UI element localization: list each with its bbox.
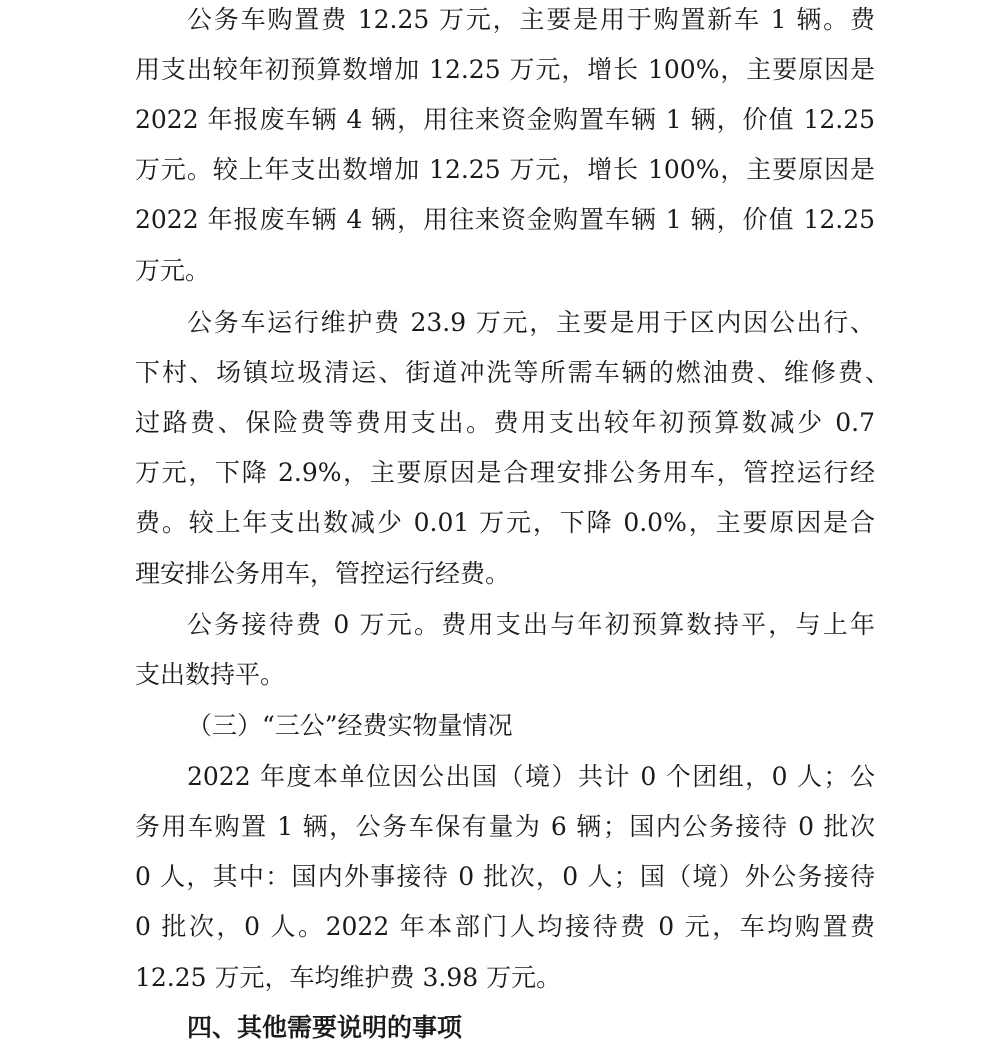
paragraph-line: 务用车购置 1 辆，公务车保有量为 6 辆；国内公务接待 0 批次 [135,812,875,841]
paragraph-line: 0 人，其中：国内外事接待 0 批次，0 人；国（境）外公务接待 [135,862,875,891]
paragraph-line: 费。较上年支出数减少 0.01 万元，下降 0.0%，主要原因是合 [135,508,875,537]
paragraph-line: 过路费、保险费等费用支出。费用支出较年初预算数减少 0.7 [135,408,875,437]
paragraph-line: 用支出较年初预算数增加 12.25 万元，增长 100%，主要原因是 [135,55,875,84]
section-heading: （三）“三公”经费实物量情况 [187,711,513,740]
paragraph-line: 支出数持平。 [135,660,286,689]
paragraph-line: 2022 年报废车辆 4 辆，用往来资金购置车辆 1 辆，价值 12.25 [135,205,875,234]
paragraph-line: 2022 年度本单位因公出国（境）共计 0 个团组，0 人；公 [187,762,875,791]
paragraph-line: 公务接待费 0 万元。费用支出与年初预算数持平，与上年 [187,610,875,639]
paragraph-line: 理安排公务用车，管控运行经费。 [135,559,511,588]
paragraph-line: 万元。 [135,256,211,285]
paragraph-line: 2022 年报废车辆 4 辆，用往来资金购置车辆 1 辆，价值 12.25 [135,105,875,134]
paragraph-line: 下村、场镇垃圾清运、街道冲洗等所需车辆的燃油费、维修费、 [135,358,890,387]
paragraph-line: 公务车运行维护费 23.9 万元，主要是用于区内因公出行、 [187,308,875,337]
paragraph-line: 万元，下降 2.9%，主要原因是合理安排公务用车，管控运行经 [135,458,875,487]
paragraph-line: 0 批次，0 人。2022 年本部门人均接待费 0 元，车均购置费 [135,912,875,941]
chapter-heading: 四、其他需要说明的事项 [187,1013,463,1042]
paragraph-line: 公务车购置费 12.25 万元，主要是用于购置新车 1 辆。费 [187,5,875,34]
paragraph-line: 12.25 万元，车均维护费 3.98 万元。 [135,963,562,992]
paragraph-line: 万元。较上年支出数增加 12.25 万元，增长 100%，主要原因是 [135,155,875,184]
